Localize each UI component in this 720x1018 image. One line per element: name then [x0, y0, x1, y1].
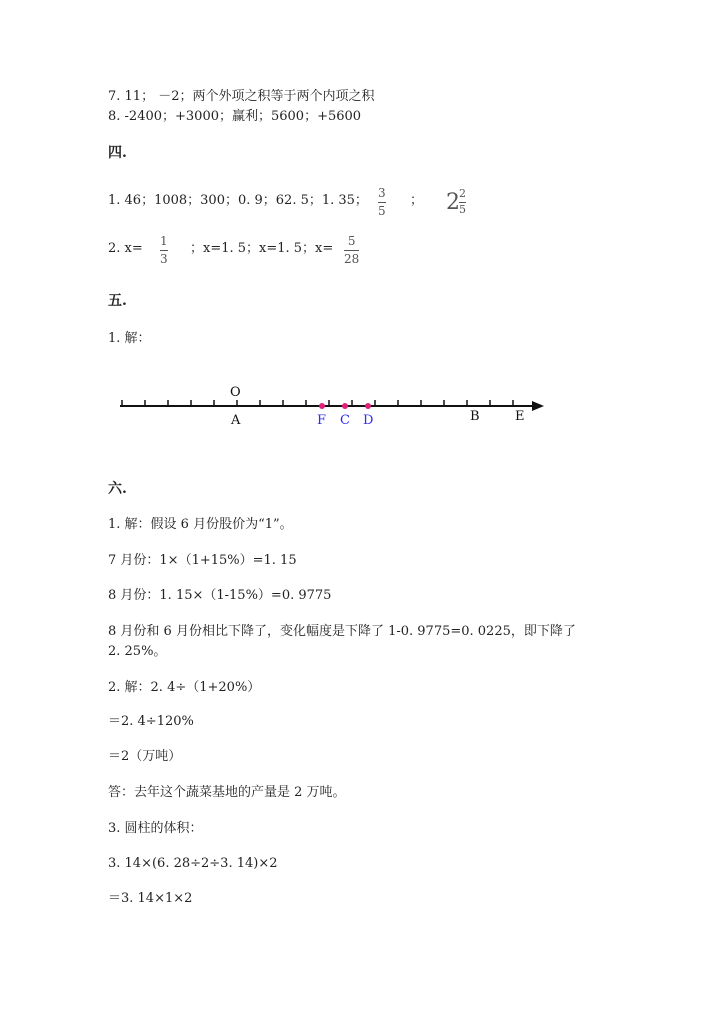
section-heading-6: 六.: [108, 481, 127, 497]
answer-6-line-7: ＝2（万吨）: [108, 749, 182, 764]
section-heading-5: 五.: [108, 293, 127, 309]
fraction-bar: [160, 250, 168, 251]
number-line-arrow: [532, 401, 544, 411]
fraction-denominator: 5: [459, 203, 466, 216]
label-O: O: [230, 385, 241, 400]
fraction-5-28: [344, 234, 359, 266]
fraction-bar: [378, 202, 386, 203]
fraction-denominator: 28: [344, 252, 360, 266]
answer-6-line-1: 1. 解：假设 6 月份股价为“1”。: [108, 517, 293, 532]
number-line-figure: [118, 378, 558, 438]
answer-4-2-part-b: ；x=1. 5；x=1. 5；x=: [190, 241, 334, 256]
answer-6-line-6: ＝2. 4÷120%: [108, 714, 194, 729]
answer-6-line-4a: 8 月份和 6 月份相比下降了，变化幅度是下降了 1-0. 9775=0. 0225，即下降了: [108, 624, 576, 639]
answer-4-2-part-a: 2. x=: [108, 241, 143, 256]
fraction-3-5: [378, 186, 386, 218]
fraction-numerator: 2: [459, 187, 466, 200]
answer-6-line-10: 3. 14×(6. 28÷2÷3. 14)×2: [108, 856, 278, 871]
fraction-denominator: 5: [378, 204, 386, 218]
label-F: F: [317, 413, 327, 428]
answer-4-1-separator: ；: [410, 193, 424, 208]
answer-6-line-4b: 2. 25%。: [108, 644, 167, 659]
mixed-fraction: [459, 188, 466, 216]
answer-6-line-2: 7 月份：1×（1+15%）=1. 15: [108, 553, 297, 568]
answer-6-line-3: 8 月份：1. 15×（1-15%）=0. 9775: [108, 588, 332, 603]
label-D: D: [363, 413, 374, 428]
answer-6-line-5: 2. 解：2. 4÷（1+20%）: [108, 680, 261, 695]
answer-line-8: 8. -2400；+3000；赢利；5600；+5600: [108, 109, 362, 124]
fraction-denominator: 3: [160, 252, 168, 266]
answer-line-7: 7. 11； －2；两个外项之积等于两个内项之积: [108, 89, 375, 104]
answer-4-1-text: 1. 46；1008；300；0. 9；62. 5；1. 35；: [108, 193, 368, 208]
label-E: E: [515, 409, 525, 424]
fraction-numerator: 3: [378, 186, 386, 200]
answer-6-line-8: 答：去年这个蔬菜基地的产量是 2 万吨。: [108, 785, 346, 800]
point-F: [319, 403, 325, 409]
point-C: [342, 403, 348, 409]
point-D: [365, 403, 371, 409]
label-B: B: [470, 409, 480, 424]
fraction-1-3: [160, 234, 168, 266]
answer-5-1: 1. 解：: [108, 331, 151, 346]
label-C: C: [340, 413, 350, 428]
mixed-whole: 2: [446, 190, 460, 215]
fraction-numerator: 1: [160, 234, 168, 248]
section-heading-4: 四.: [108, 145, 127, 161]
answer-6-line-11: ＝3. 14×1×2: [108, 891, 193, 906]
label-A: A: [231, 413, 241, 428]
mixed-number-2-2-5: [446, 187, 476, 220]
fraction-bar: [344, 250, 359, 251]
answer-6-line-9: 3. 圆柱的体积：: [108, 821, 203, 836]
fraction-numerator: 5: [347, 234, 356, 248]
